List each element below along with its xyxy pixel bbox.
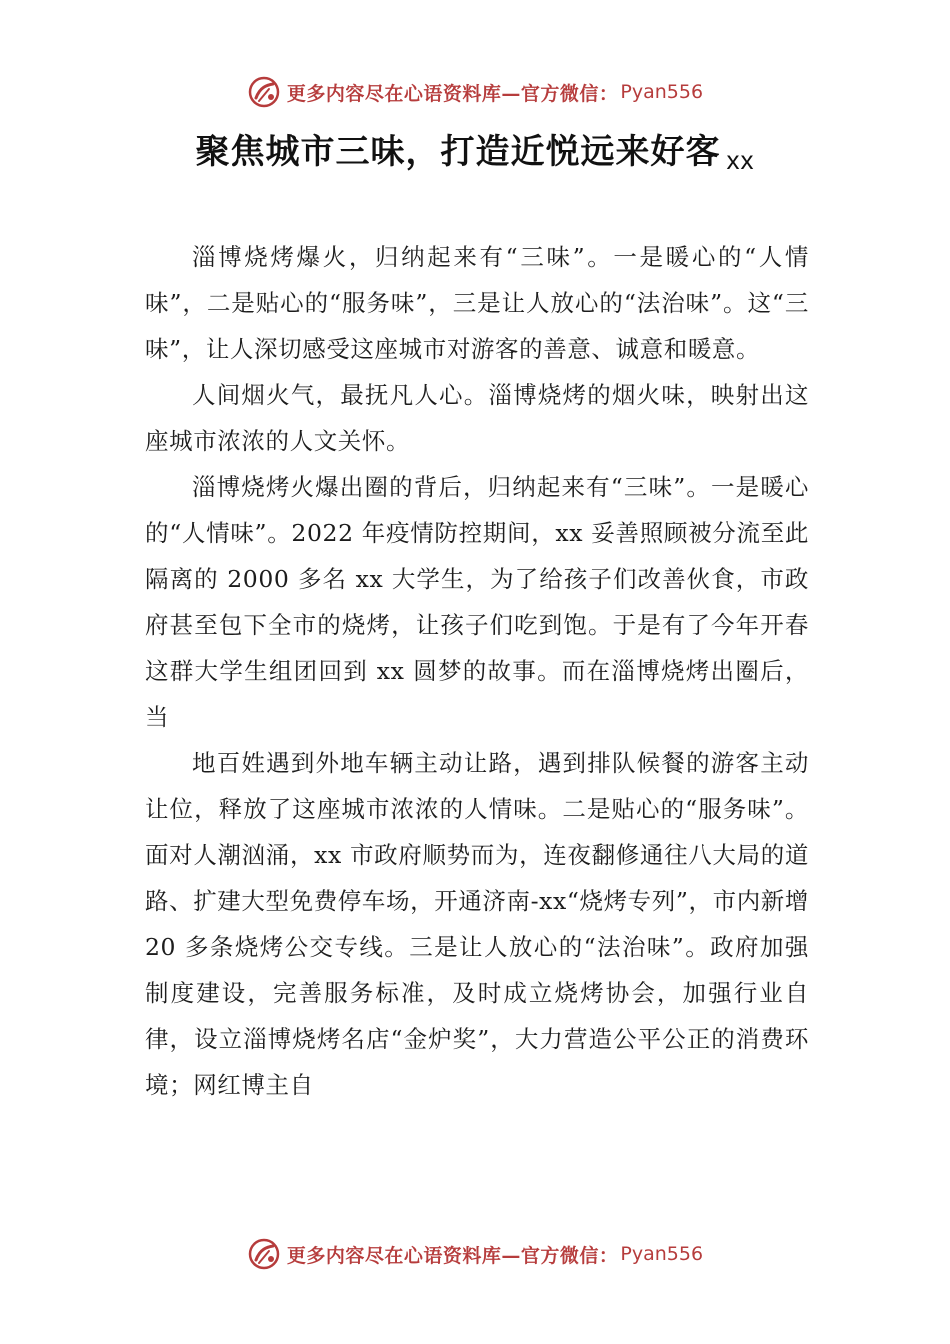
title-text: 聚焦城市三味，打造近悦远来好客	[195, 132, 721, 172]
banner-wechat-id: Pyan556	[620, 81, 704, 103]
seal-logo-icon	[247, 75, 281, 109]
banner-text: 更多内容尽在心语资料库—官方微信：	[286, 82, 619, 105]
title-suffix: xx	[726, 145, 755, 175]
paragraph: 淄博烧烤火爆出圈的背后，归纳起来有“三味”。一是暖心的“人情味”。2022 年疫情防控期间，xx 妥善照顾被分流至此隔离的 2000 多名 xx 大学生，为了给孩子们改善伙食，市政府甚至包下全市的烧烤，让孩子们吃到饱。于是有了今年开春这群大学生组团回到 xx 圆梦的故事。而在淄博烧烤出圈后，当	[145, 473, 809, 731]
banner-text: 更多内容尽在心语资料库—官方微信：	[286, 1244, 619, 1267]
paragraph: 人间烟火气，最抚凡人心。淄博烧烤的烟火味，映射出这座城市浓浓的人文关怀。	[145, 381, 809, 455]
paragraph: 淄博烧烤爆火，归纳起来有“三味”。一是暖心的“人情味”，二是贴心的“服务味”，三是让人放心的“法治味”。这“三味”，让人深切感受这座城市对游客的善意、诚意和暖意。	[145, 243, 809, 363]
banner-wechat-id: Pyan556	[620, 1243, 704, 1265]
seal-logo-icon	[247, 1237, 281, 1271]
document-body	[145, 234, 809, 1108]
header-banner	[0, 72, 950, 112]
footer-banner	[0, 1234, 950, 1274]
paragraph: 地百姓遇到外地车辆主动让路，遇到排队候餐的游客主动让位，释放了这座城市浓浓的人情味。二是贴心的“服务味”。面对人潮汹涌，xx 市政府顺势而为，连夜翻修通往八大局的道路、扩建大型免费停车场，开通济南-xx“烧烤专列”，市内新增 20 多条烧烤公交专线。三是让人放心的“法治味”。政府加强制度建设，完善服务标准，及时成立烧烤协会，加强行业自律，设立淄博烧烤名店“金炉奖”，大力营造公平公正的消费环境；网红博主自	[145, 749, 809, 1099]
document-title	[0, 124, 950, 176]
